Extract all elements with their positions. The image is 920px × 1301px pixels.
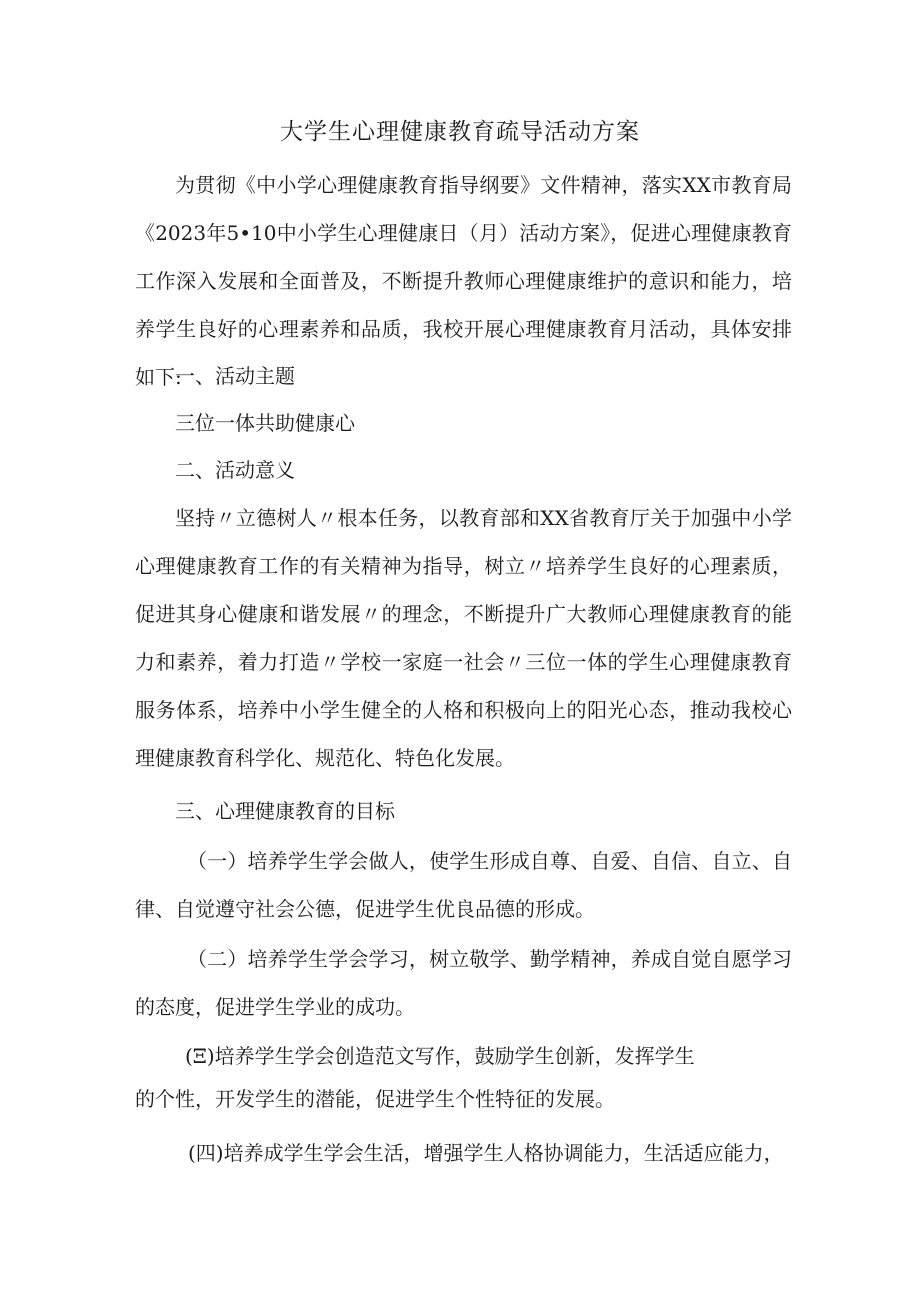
goal-item-3-line-1: (Ξ)培养学生学会创造范文写作，鼓励学生创新，发挥学生	[185, 1044, 695, 1068]
goal-item-2: （二）培养学生学会学习，树立敬学、勤学精神，养成自觉自愿学习的态度，促进学生学业的成功。	[135, 947, 792, 1019]
significance-paragraph: 坚持〃立德树人〃根本任务，以教育部和XX省教育厅关于加强中小学心理健康教育工作的有关精神为指导，树立〃培养学生良好的心理素质，促进其身心健康和谐发展〃的理念，不断提升广大教师心理健康教育的能力和素养，着力打造〃学校一家庭一社会〃三位一体的学生心理健康教育服务体系，培养中小学生健全的人格和积极向上的阳光心态，推动我校心理健康教育科学化、规范化、特色化发展。	[135, 506, 792, 770]
intro-paragraph: 为贯彻《中小学心理健康教育指导纲要》文件精神，落实XX市教育局《2023年5•10中小学生心理健康日（月）活动方案》，促进心理健康教育工作深入发展和全面普及，不断提升教师心理健康维护的意识和能力，培养学生良好的心理素养和品质，我校开展心理健康教育月活动，具体安排如下:	[135, 173, 792, 389]
document-title: 大学生心理健康教育疏导活动方案	[280, 119, 640, 145]
goal-item-4-line-1: (四)培养成学生学会生活，增强学生人格协调能力，生活适应能力，	[188, 1141, 784, 1165]
section-heading-significance: 二、活动意义	[175, 458, 295, 482]
goal-item-1: （一）培养学生学会做人，使学生形成自尊、自爱、自信、自立、自律、自觉遵守社会公德，促进学生优良品德的形成。	[135, 849, 792, 921]
section-heading-goals: 三、心理健康教育的目标	[175, 799, 395, 823]
goal-item-3-line-2: 的个性，开发学生的潜能，促进学生个性特征的发展。	[135, 1087, 615, 1111]
section-heading-theme: 一、活动主题	[175, 364, 295, 388]
theme-text: 三位一体共助健康心	[175, 411, 355, 435]
